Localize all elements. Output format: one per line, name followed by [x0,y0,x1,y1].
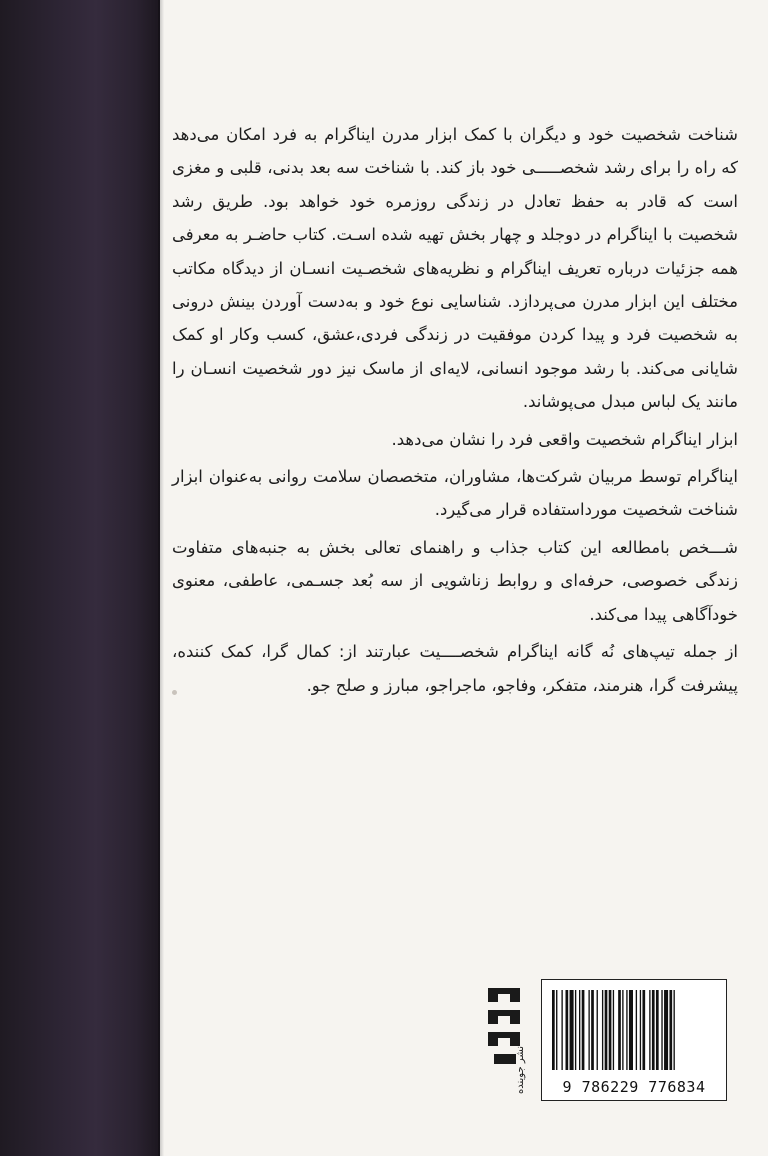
paragraph-intro: شناخت شخصیت خود و دیگران با کمک ابزار مدرن اینا‌گرام به فرد امکان می‌دهد که راه را برای رشد شخصـــــی خود باز کند. با شناخت سه بعد بدنی، قلبی و مغزی است که قادر به حفظ تعادل در زندگی روزمره خود خواهد بود. طریق رشد شخصیت با اینا‌گرام در دوجلد و چهار بخش تهیه شده اسـت. کتاب حاضـر به معرفی همه جزئیات درباره تعریف اینا‌گرام و نظریه‌های شخصـیت انسـان از دیدگاه مکاتب مختلف این ابزار مدرن می‌پردازد. شناسایی نوع خود و به‌دست آوردن بینش درونی به شخصیت فرد و پیدا کردن موفقیت در زندگی فردی،عشق، کسب وکار او کمک شایانی می‌کند. با رشد موجود انسانی، لایه‌ای از ماسک نیز دور شخصیت انسـان را مانند یک لباس مبدل می‌پوشاند. [172,125,738,412]
barcode-bar [674,990,675,1070]
barcode-bar [636,990,637,1070]
barcode-bar [591,990,594,1070]
barcode-bar [552,990,555,1070]
barcode-bar [579,990,580,1070]
barcode-bar [642,990,645,1070]
paper-speck [172,690,177,695]
barcode-bar [582,990,585,1070]
isbn-number: 9 786229 776834 [562,1078,706,1096]
barcode-bar [566,990,569,1070]
barcode-bar [622,990,623,1070]
barcode-bar [664,990,668,1070]
barcode-bar [556,990,557,1070]
paragraph-tool: ابزار اینا‌گرام شخصیت واقعی فرد را نشان می‌دهد. [391,429,738,449]
barcode-bar [597,990,598,1070]
barcode-bar [588,990,589,1070]
publisher-logo [480,980,530,1098]
barcode-bar [570,990,574,1070]
publisher-logo-icon [480,980,530,1098]
book-spine [0,0,160,1156]
barcode [541,979,727,1101]
barcode-bar [656,990,659,1070]
barcode-bar [640,990,641,1070]
barcode-bar [652,990,655,1070]
barcode-bar [575,990,576,1070]
barcode-bar [561,990,562,1070]
barcode-bar [613,990,614,1070]
barcode-bars [552,990,716,1070]
back-cover-text [172,118,738,702]
paragraph-types: از جمله تیپ‌های نُه گانه اینا‌گرام شخصــــیت عبارتند از: کمال گرا، کمک کننده، پیشرفت گرا، هنرمند، متفکر، وفاجو، ماجراجو، مبارز و صلح جو. [172,642,738,695]
barcode-bar [602,990,603,1070]
barcode-bar [605,990,608,1070]
publisher-name: نشر جوینده [515,1045,526,1094]
barcode-bar [609,990,612,1070]
barcode-bar [629,990,633,1070]
paragraph-benefits: شـــخص بامطالعه این کتاب جذاب و راهنمای تعالی بخش به جنبه‌های متفاوت زندگی خصوصی، حرفه‌ای و روابط زناشویی از سه بُعد جسـمی، عاطفی، معنوی خودآگاهی پیدا می‌کند. [172,537,738,624]
barcode-bar [618,990,621,1070]
paragraph-usage: اینا‌گرام توسط مربیان شرکت‌ها، مشاوران، متخصصان سلامت روانی به‌عنوان ابزار شناخت شخصیت مورداستفاده قرار می‌گیرد. [172,467,738,520]
barcode-bar [669,990,672,1070]
barcode-bar [626,990,627,1070]
barcode-bar [661,990,662,1070]
barcode-bar [649,990,650,1070]
